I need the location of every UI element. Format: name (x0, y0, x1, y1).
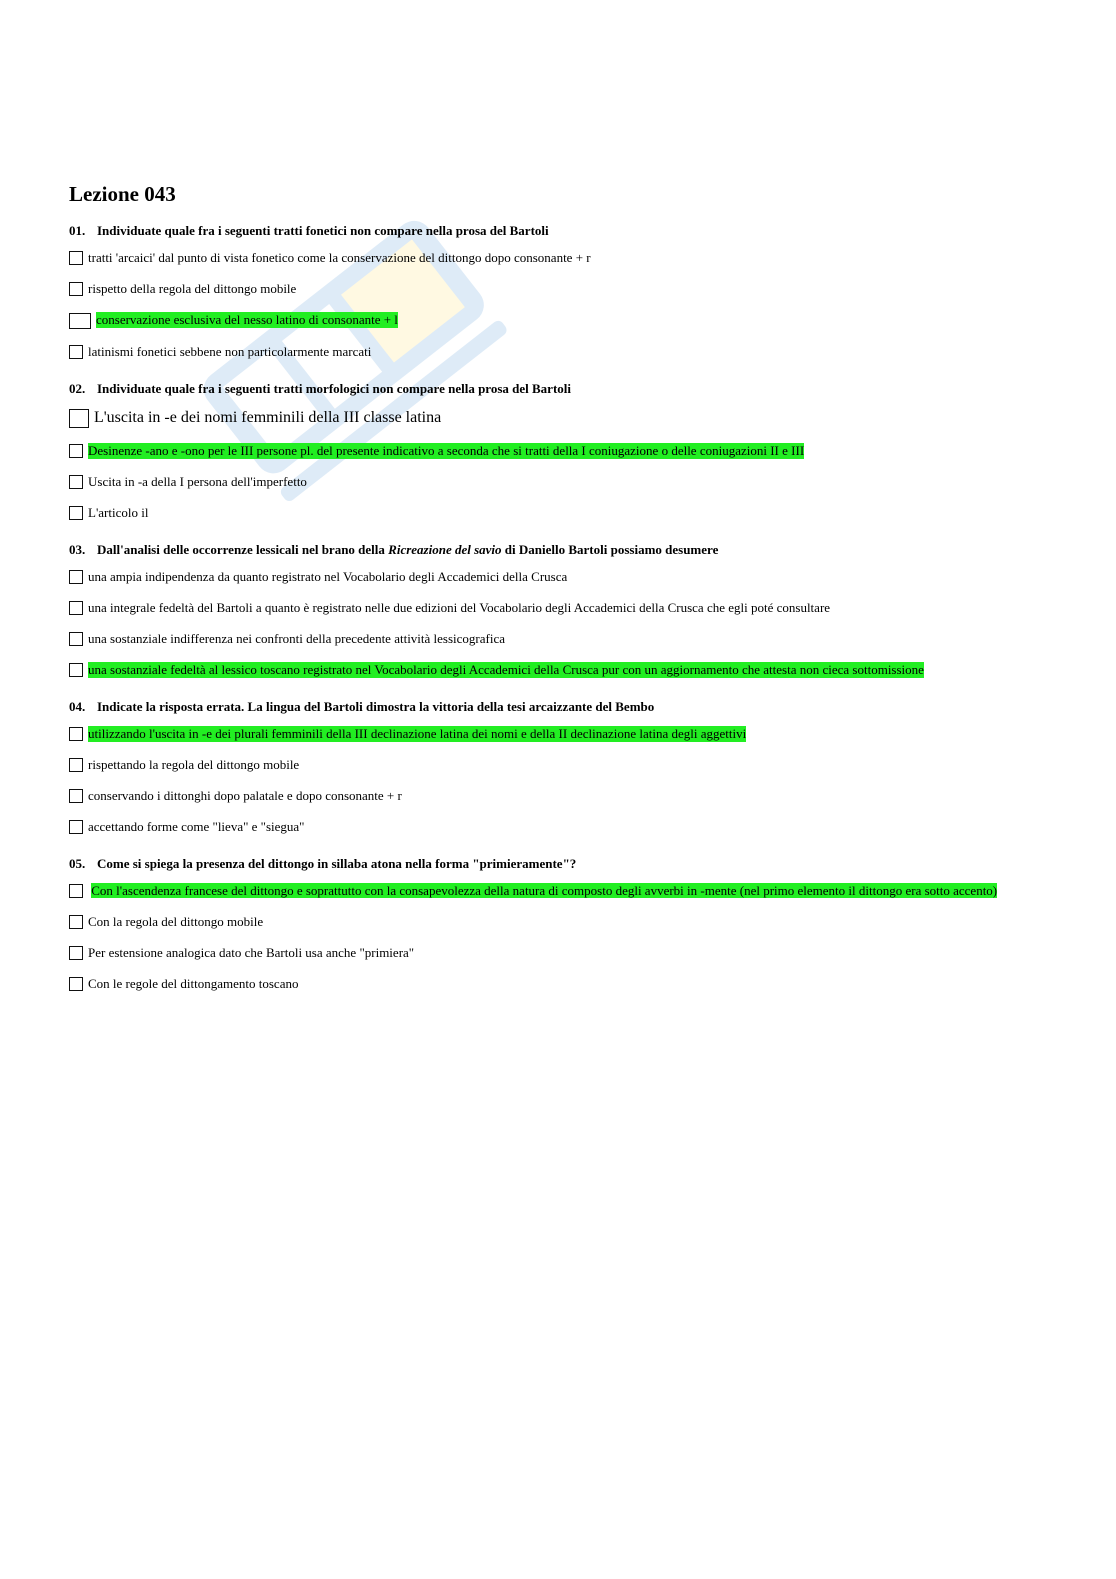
question-number: 03. (69, 542, 86, 557)
answer-option-correct[interactable] (69, 883, 1009, 899)
answer-text: Con le regole del dittongamento toscano (88, 976, 299, 991)
checkbox[interactable] (69, 282, 83, 296)
answer-text: L'uscita in -e dei nomi femminili della III classe latina (94, 409, 442, 426)
question-header (69, 541, 1009, 559)
question-03 (69, 541, 1009, 678)
answer-option-correct[interactable] (69, 312, 1009, 329)
answer-text: una ampia indipendenza da quanto registrato nel Vocabolario degli Accademici della Crusca (88, 569, 568, 584)
question-text: Indicate la risposta errata. La lingua del Bartoli dimostra la vittoria della tesi arcaizzante del Bembo (97, 699, 655, 714)
checkbox[interactable] (69, 251, 83, 265)
question-text (97, 541, 718, 559)
answer-option[interactable] (69, 976, 1009, 992)
answer-option[interactable] (69, 631, 1009, 647)
answer-option[interactable] (69, 788, 1009, 804)
question-05 (69, 855, 1009, 992)
checkbox[interactable] (69, 820, 83, 834)
answer-text: rispetto della regola del dittongo mobile (88, 281, 297, 296)
checkbox[interactable] (69, 345, 83, 359)
question-text-end: di Daniello Bartoli possiamo desumere (501, 542, 719, 557)
checkbox[interactable] (69, 758, 83, 772)
question-header (69, 222, 1009, 240)
checkbox[interactable] (69, 884, 83, 898)
question-number: 04. (69, 699, 86, 714)
checkbox[interactable] (69, 977, 83, 991)
checkbox[interactable] (69, 475, 83, 489)
answer-text: latinismi fonetici sebbene non particolarmente marcati (88, 344, 372, 359)
book-title: Ricreazione del savio (388, 542, 502, 557)
answer-text: Per estensione analogica dato che Bartoli usa anche "primiera" (88, 945, 415, 960)
checkbox[interactable] (69, 601, 83, 615)
checkbox[interactable] (69, 915, 83, 929)
question-04 (69, 698, 1009, 835)
answer-option[interactable] (69, 757, 1009, 773)
question-text: Individuate quale fra i seguenti tratti morfologici non compare nella prosa del Bartoli (97, 381, 572, 396)
checkbox[interactable] (69, 506, 83, 520)
question-number: 02. (69, 381, 86, 396)
answer-option[interactable] (69, 600, 1009, 616)
question-header (69, 380, 1009, 398)
answer-text-highlighted: Con l'ascendenza francese del dittongo e soprattutto con la consapevolezza della natura di composto degli avverbi in -mente (nel primo elemento il dittongo era sotto accento) (91, 883, 998, 898)
answer-option[interactable] (69, 945, 1009, 961)
answer-text: una sostanziale indifferenza nei confronti della precedente attività lessicografica (88, 631, 506, 646)
answer-text: Con la regola del dittongo mobile (88, 914, 264, 929)
checkbox[interactable] (69, 409, 89, 428)
checkbox[interactable] (69, 444, 83, 458)
checkbox[interactable] (69, 946, 83, 960)
checkbox[interactable] (69, 663, 83, 677)
answer-text: rispettando la regola del dittongo mobile (88, 757, 300, 772)
answer-option[interactable] (69, 914, 1009, 930)
answer-text: tratti 'arcaici' dal punto di vista fonetico come la conservazione del dittongo dopo consonante + r (88, 250, 591, 265)
question-header (69, 698, 1009, 716)
answer-text: una integrale fedeltà del Bartoli a quanto è registrato nelle due edizioni del Vocabolario degli Accademici della Crusca che egli poté consultare (88, 600, 831, 615)
question-number: 01. (69, 223, 86, 238)
answer-option[interactable] (69, 408, 1009, 428)
question-header (69, 855, 1009, 873)
document-body (69, 180, 1009, 1012)
question-text-start: Dall'analisi delle occorrenze lessicali nel brano della (97, 542, 389, 557)
answer-option[interactable] (69, 505, 1009, 521)
answer-text-highlighted: conservazione esclusiva del nesso latino di consonante + l (96, 312, 398, 327)
checkbox[interactable] (69, 632, 83, 646)
answer-option[interactable] (69, 344, 1009, 360)
checkbox[interactable] (69, 313, 91, 329)
checkbox[interactable] (69, 727, 83, 741)
answer-option[interactable] (69, 819, 1009, 835)
answer-option-correct[interactable] (69, 726, 1009, 742)
answer-text-highlighted: utilizzando l'uscita in -e dei plurali femminili della III declinazione latina dei nomi e della II declinazione latina degli aggettivi (88, 726, 747, 741)
answer-option[interactable] (69, 474, 1009, 490)
answer-text: L'articolo il (88, 505, 149, 520)
answer-text-highlighted: una sostanziale fedeltà al lessico toscano registrato nel Vocabolario degli Accademici della Crusca pur con un aggiornamento che attesta non cieca sottomissione (88, 662, 924, 677)
answer-text: accettando forme come "lieva" e "siegua" (88, 819, 305, 834)
answer-text: Uscita in -a della I persona dell'imperfetto (88, 474, 307, 489)
answer-option-correct[interactable] (69, 443, 1009, 459)
answer-option-correct[interactable] (69, 662, 1009, 678)
checkbox[interactable] (69, 570, 83, 584)
question-number: 05. (69, 856, 86, 871)
answer-text-highlighted: Desinenze -ano e -ono per le III persone pl. del presente indicativo a seconda che si tratti della I coniugazione o delle coniugazioni II e III (88, 443, 805, 458)
answer-option[interactable] (69, 250, 1009, 266)
question-01 (69, 222, 1009, 360)
question-02 (69, 380, 1009, 521)
answer-text: conservando i dittonghi dopo palatale e dopo consonante + r (88, 788, 402, 803)
answer-option[interactable] (69, 281, 1009, 297)
answer-option[interactable] (69, 569, 1009, 585)
lesson-title: Lezione 043 (69, 182, 176, 206)
question-text: Come si spiega la presenza del dittongo in sillaba atona nella forma "primieramente"? (97, 856, 577, 871)
checkbox[interactable] (69, 789, 83, 803)
question-text: Individuate quale fra i seguenti tratti fonetici non compare nella prosa del Bartoli (97, 223, 549, 238)
